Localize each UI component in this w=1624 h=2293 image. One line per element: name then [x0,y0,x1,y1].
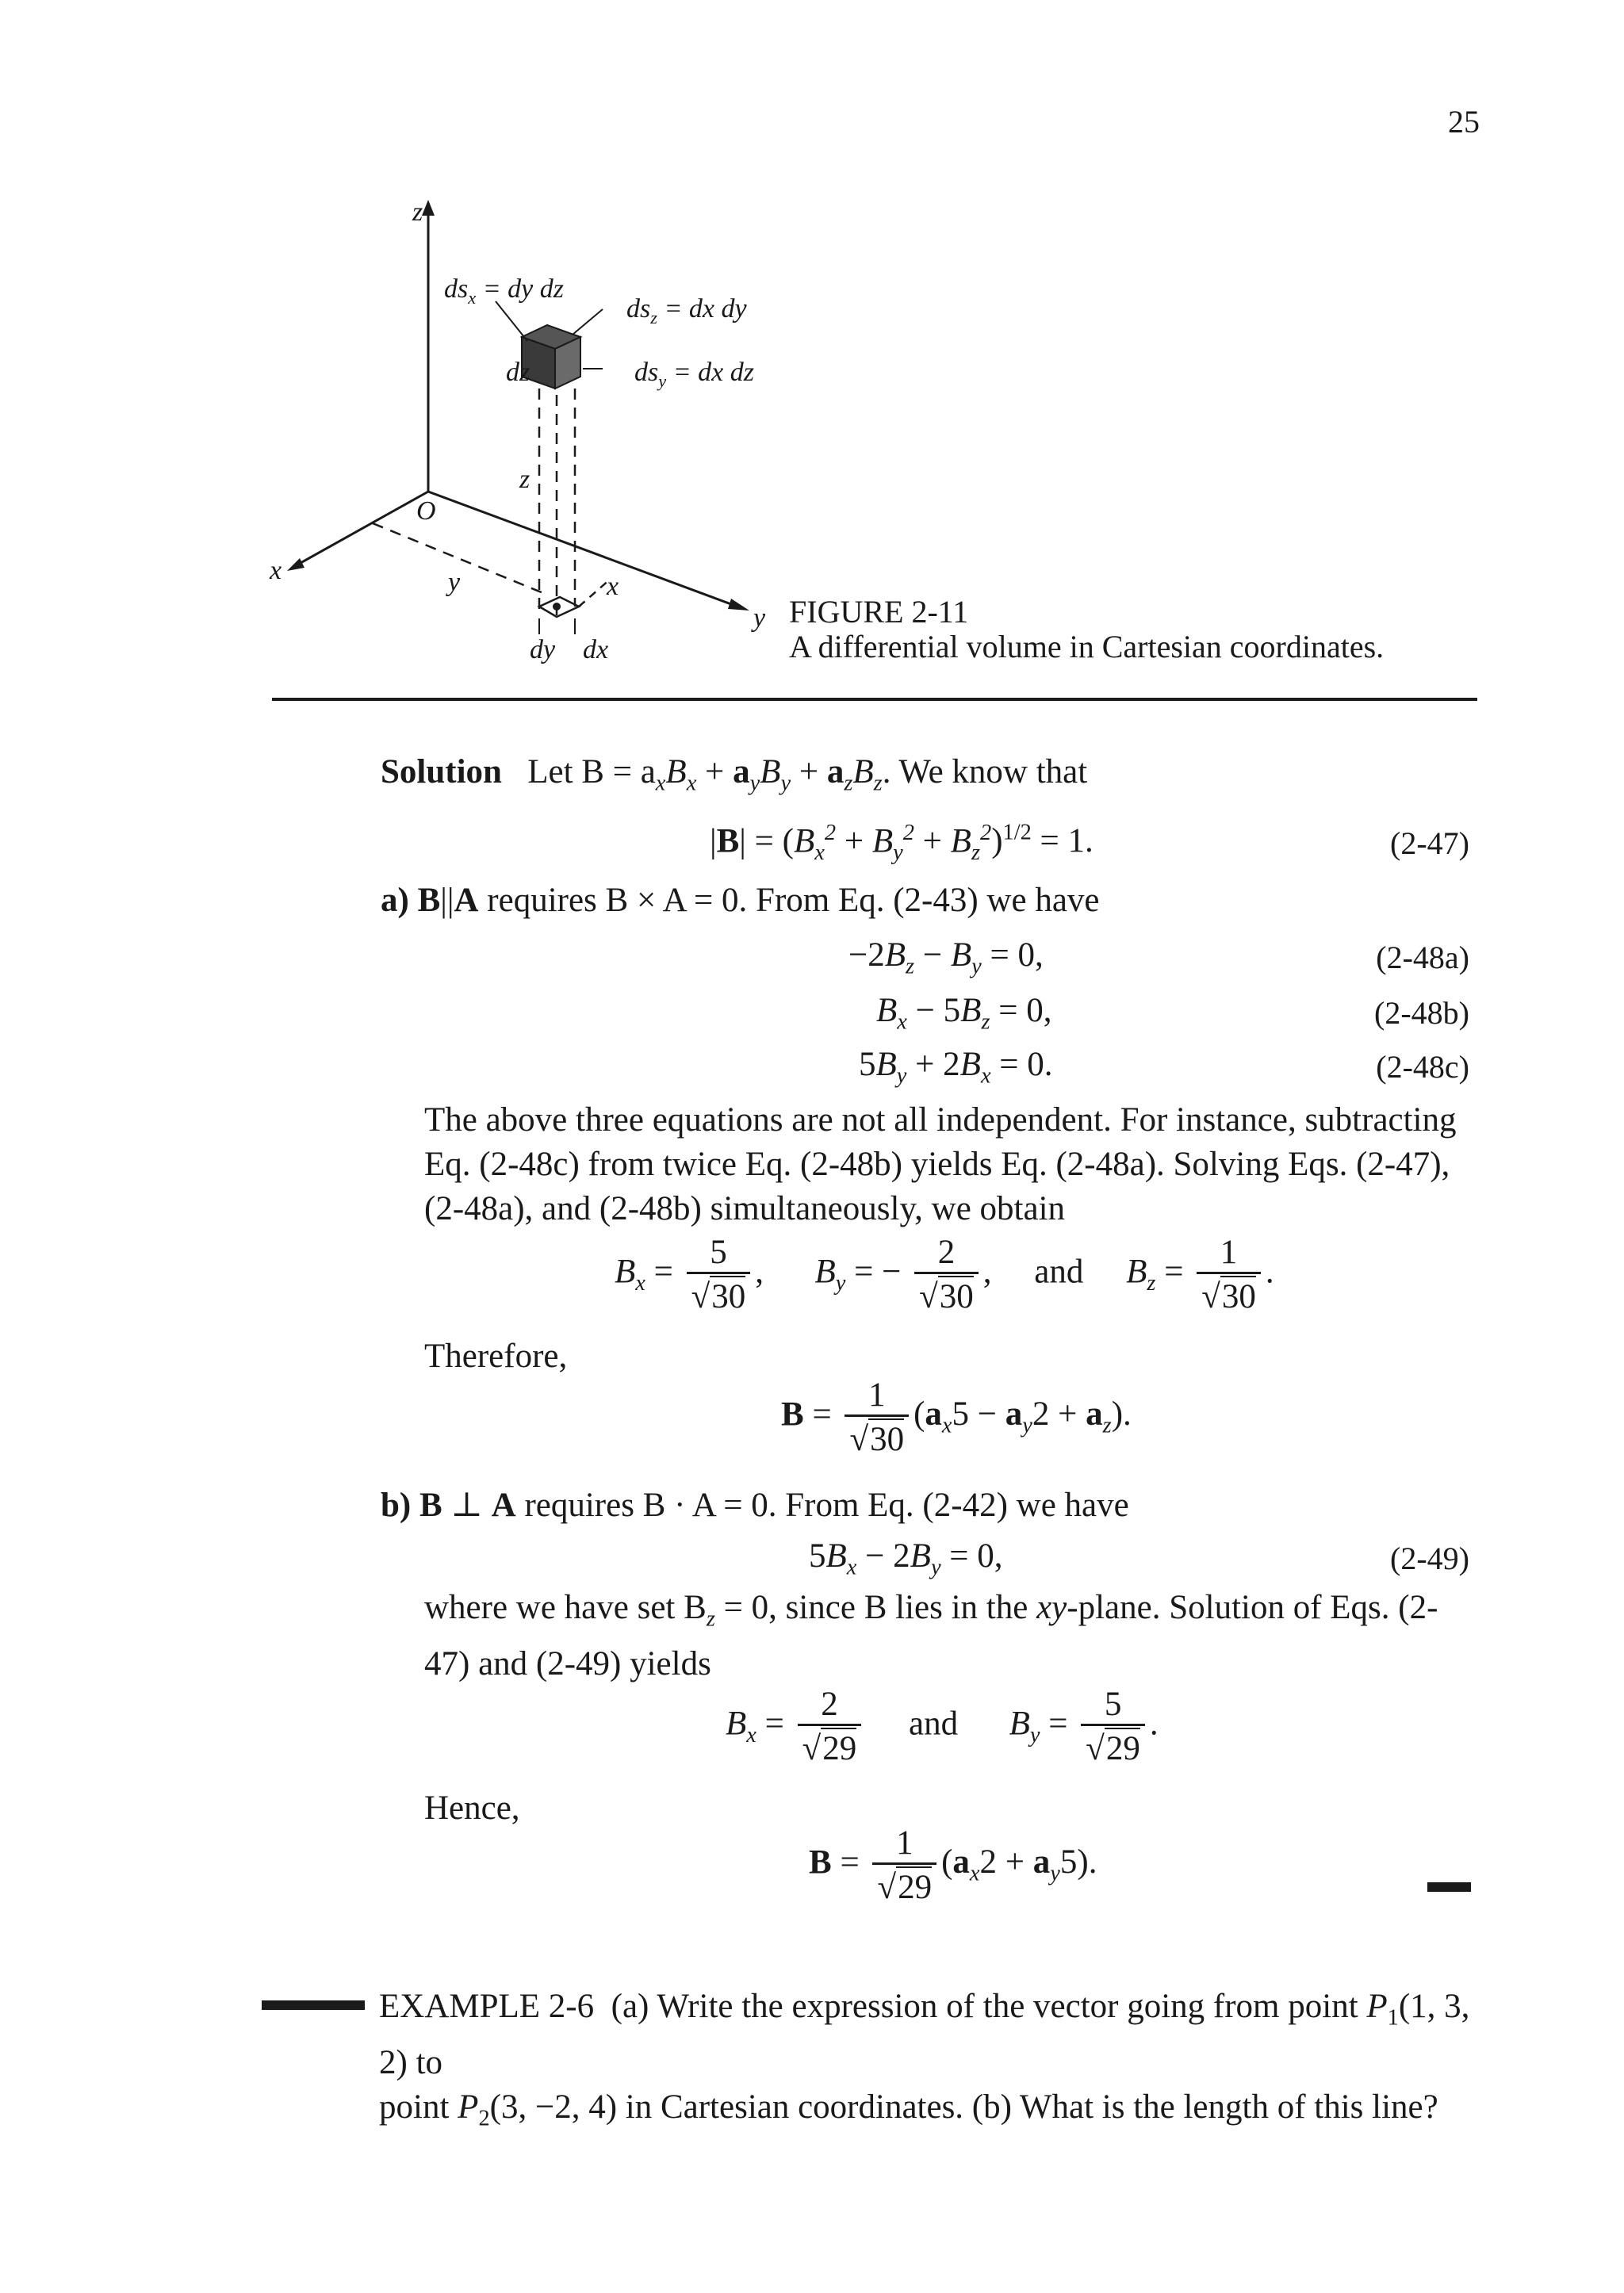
origin-label: O [416,496,436,526]
z-height-label: z [519,465,530,494]
dashed-line-to-y-axis [579,579,611,607]
equation-number-2-48a: (2-48a) [1376,940,1469,975]
equation-2-49: $5B_x - 2B_y = 0$, [809,1537,1003,1580]
z-axis-arrow [422,200,435,216]
y-axis-line [428,492,737,607]
hence-text: Hence, [424,1790,520,1827]
equation-2-48a: $-2B_z - B_y = 0$, [848,936,1044,979]
dz-label: dz [506,358,530,387]
figure-caption: A differential volume in Cartesian coordinates. [789,629,1385,664]
equation-2-48b: $B_x - 5B_z = 0$, [876,992,1052,1035]
ds-z-leader [573,309,603,335]
dy-label: dy [530,635,556,664]
equation-number-2-49: (2-49) [1390,1541,1469,1576]
example-label: EXAMPLE 2-6 [379,1988,595,2025]
equation-number-2-48c: (2-48c) [1376,1049,1469,1085]
y-axis-label: y [753,603,766,633]
section-divider [272,698,1477,701]
z-axis-label: z [412,197,423,227]
example-2-6: EXAMPLE 2-6 (a) Write the expression of the vector going from point $P_1(1$, 3, 2) to point $P_2(3$, −2, 4) in Cartesian coordinates. (b) What is the length of this line? [379,1988,1470,2131]
example-marker-bar [262,2000,365,2010]
part-a-statement: a) B||A requires B × A = 0. From Eq. (2-43) we have [381,882,1100,919]
figure-label: FIGURE 2-11 [789,594,969,630]
part-b-statement: b) B ⊥ A requires B · A = 0. From Eq. (2-42) we have [381,1487,1129,1524]
equation-2-48c: $5B_y + 2B_x = 0$. [859,1046,1053,1089]
equation-B-parallel: B = $\frac{1}{√30}$ $(a_x5 - a_y2 + a_z)$. [781,1376,1132,1458]
solution-intro: Solution Let $B = a_xB_x + a_yB_y + a_zB_z$. We know that [381,753,1088,796]
paragraph-independence: The above three equations are not all independent. For instance, subtracting Eq. (2-48c) from twice Eq. (2-48b) yields Eq. (2-48a). Solving Eqs. (2-47), (2-48a), and (2-48b) simultaneously, we obtain [424,1101,1457,1227]
x-axis-arrow [287,558,304,571]
solution-components-a: $B_x$ = $\frac{5}{√30}$ , $B_y$ = − $\frac{2}{√30}$ , and $B_z$ = $\frac{1}{√30}$ . [615,1234,1274,1315]
equation-number-2-48b: (2-48b) [1374,995,1469,1031]
paragraph-xy-plane: where we have set $B_z = 0$, since B lies in the xy-plane. Solution of Eqs. (2-47) and (2-49) yields [424,1589,1438,1682]
ds-x-label: $ds_x$ = dy dz [444,274,564,308]
equation-number-2-47: (2-47) [1390,825,1469,861]
solution-components-b: $B_x$ = $\frac{2}{√29}$ and $B_y$ = $\frac{5}{√29}$ . [726,1686,1159,1767]
x-coordinate-label: x [607,572,619,601]
ds-z-label: $ds_z$ = dx dy [626,294,747,327]
y-coordinate-label: y [448,568,461,597]
page-number: 25 [1448,104,1480,140]
y-axis-arrow [728,599,749,611]
solution-heading: Solution [381,753,502,790]
dx-label: dx [583,635,609,664]
end-of-solution-mark [1427,1882,1471,1892]
equation-2-47: $|B| = (B_x^2 + B_y^2 + B_z^2)^{1/2} = 1$. [710,821,1094,865]
base-point [553,603,561,611]
therefore-text: Therefore, [424,1338,568,1375]
equation-B-perpendicular: B = $\frac{1}{√29}$ $(a_x2 + a_y5)$. [809,1824,1097,1906]
x-axis-line [293,492,428,567]
x-axis-label: x [270,556,282,585]
ds-y-label: $ds_y$ = dx dz [634,358,754,391]
